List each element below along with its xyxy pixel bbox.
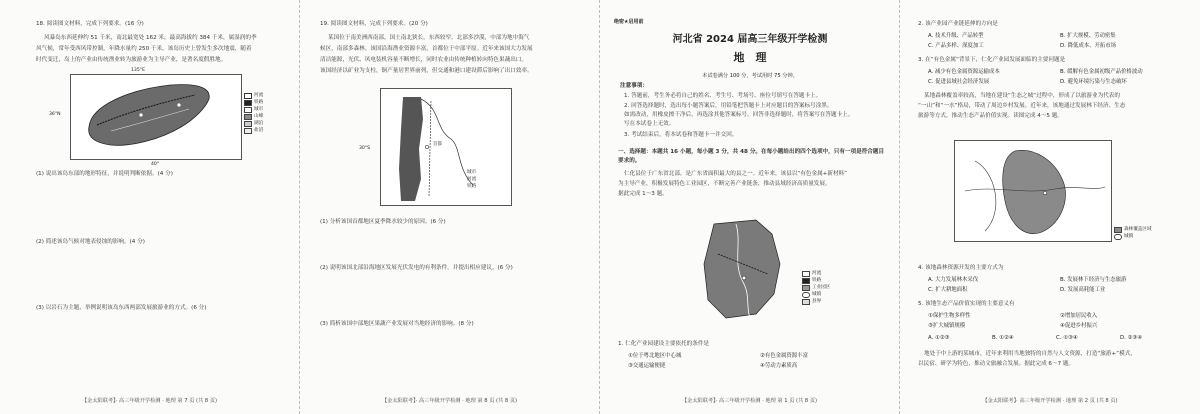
option: D. 降低成本、开拓市场 [1060, 43, 1117, 49]
question-2: 2. 该产业园产业链延伸的方向是 [918, 21, 998, 27]
county-map-svg [696, 214, 796, 324]
question-3: 3. 在“有色金属”背景下，仁化产业园发展面临的主要问题是 [918, 57, 1066, 63]
legend-label: 城市 [467, 170, 477, 175]
material-line: 风暴岛东西延伸约 51 千米，南北最宽处 162 米，最高海拔约 384 千米，属湿润的季 [44, 35, 257, 41]
map-legend [1114, 226, 1152, 240]
option: C. 促进县域社会经济发展 [928, 79, 990, 85]
page-footer: 【金太阳联考】· 高三年级开学检测 · 地理 第 8 页 (共 8 页) [381, 398, 518, 405]
material-line: 为主导产业，积极发展特色工业园区，不断完善产业链条，推动县域经济高质量发展。 [618, 181, 831, 187]
capital-label: 首都 [433, 142, 442, 147]
question-19-1: (1) 分析该国首都地区夏季降水较少的原因。(6 分) [320, 219, 446, 225]
exam-title: 河北省 2024 届高三年级开学检测 [672, 34, 828, 45]
material-line: 候区，南部多森林。该国沿海渔业资源丰富，首都位于中部平原。近年来该国大力发展 [320, 46, 533, 52]
material-line: 地处于中上游的某城市，近年来利用当地独特的自然与人文资源，打造“旅游+”模式， [924, 351, 1136, 357]
material-line: 据此完成 1～3 题。 [618, 191, 668, 197]
page-1 [600, 0, 900, 414]
island-map-svg [71, 75, 241, 159]
material-line: 风气候，常年受西风带控制，年降水量约 250 千米。该岛历史上曾发生多次地震，随着 [36, 46, 252, 52]
material-line: 某国位于南美洲西南部，国土南北狭长，东西较窄。北部多沙漠，中部为地中海气 [328, 35, 530, 41]
page-2 [900, 0, 1200, 414]
coastal-region [399, 97, 423, 201]
city-marker [139, 113, 142, 116]
material-line: 该国经济以矿业为支柱，铜产量居世界前列，但交通和港口建设滞后影响了出口效率。 [320, 68, 533, 74]
legend-label: 铁路 [254, 100, 264, 105]
question-18-1: (1) 说出该岛东部的地形特征，并说明判断依据。(4 分) [36, 171, 173, 177]
town-marker [742, 276, 746, 280]
county-area [704, 220, 780, 318]
option: ②增加居民收入 [1060, 313, 1098, 319]
option: B. ①②④ [992, 335, 1014, 341]
legend-label: 城市 [254, 107, 264, 112]
option: C. ①③④ [1056, 335, 1078, 341]
option: A. ①②③ [928, 335, 950, 341]
legend-label: 城镇 [812, 292, 822, 297]
section-heading: 一、选择题：本题共 16 小题，每小题 3 分，共 48 分。在每小题给出的四个选项中，只有一项是符合题目要求的。 [618, 149, 885, 164]
country-map [359, 88, 512, 206]
river-line [421, 99, 473, 185]
notice-line: 1. 答题前，考生务必将自己的姓名、考生号、考场号、座位号填写在答题卡上。 [624, 93, 822, 99]
legend-label: 山峰 [254, 114, 264, 119]
option: ③交通运输便捷 [628, 363, 666, 369]
legend-label: 县界 [812, 299, 822, 304]
legend-label: 湖泊 [254, 121, 264, 126]
option: B. 发展林下经济与生态旅游 [1060, 277, 1127, 283]
legend-label: 铁路 [812, 278, 822, 283]
legend-label: 河流 [467, 177, 477, 182]
subject-title: 地 理 [733, 51, 767, 64]
option: ②有色金属资源丰富 [760, 353, 808, 359]
legend-label: 工业园区 [812, 285, 831, 290]
bottom-label: 40° [151, 162, 160, 167]
confidential-label: 绝密★启用前 [614, 19, 644, 25]
question-1: 1. 仁化产业园建设主要依托的条件是 [618, 341, 710, 347]
page-8 [300, 0, 600, 414]
notice-line: 如需改动，用橡皮擦干净后，再选涂其他答案标号。回答非选择题时，将答案写在答题卡上。 [624, 112, 854, 118]
option: A. 减少有色金属资源运输成本 [928, 69, 1000, 75]
railway-line [429, 101, 431, 197]
country-map-svg [381, 89, 511, 205]
question-19-intro: 19. 阅读图文材料，完成下列要求。(20 分) [320, 21, 428, 27]
legend-label: 铁路 [467, 184, 477, 189]
legend-label: 森林覆盖区域 [1124, 227, 1152, 232]
option: B. 缓解有色金属初级产品价格波动 [1060, 69, 1143, 75]
option: A. 技术升级、产品转型 [928, 33, 984, 39]
material-line: 时代变迁，岛上的产业由传统渔业转为旅游业为主导产业，是著名度假胜地。 [36, 57, 227, 63]
longitude-label: 135°E [131, 68, 145, 73]
capital-marker [425, 145, 429, 149]
option: ①位于粤北地区中心城 [628, 353, 682, 359]
question-19-2: (2) 说明该国北部沿海地区发展光伏发电的有利条件，并提出相应建议。(6 分) [320, 265, 513, 271]
option: ①保护生物多样性 [928, 313, 971, 319]
river-line [975, 161, 996, 231]
latitude-label: 30°S [359, 146, 371, 151]
option: D. ②③④ [1120, 335, 1143, 341]
notice-title: 注意事项： [620, 83, 648, 89]
notice-line: 3. 考试结束后，将本试卷和答题卡一并交回。 [624, 132, 738, 138]
island-map [49, 68, 242, 167]
option: A. 大力发展林木采伐 [928, 277, 979, 283]
map-legend [244, 92, 263, 134]
option: ③扩大城镇规模 [928, 323, 966, 329]
material-line: “一山”和“一水”格局，带动了周边乡村发展。近年来，该地通过发展林下经济、生态 [918, 103, 1126, 109]
exam-meta: 本试卷满分 100 分，考试用时 75 分钟。 [702, 73, 798, 79]
option: ④劳动力素质高 [760, 363, 798, 369]
map-legend [802, 270, 830, 305]
material-line: 以民宿、研学为特色，推动文旅融合发展。据此完成 6～7 题。 [918, 361, 1075, 367]
notice-line: 2. 回答选择题时，选出每小题答案后，用铅笔把答题卡上对应题目的答案标号涂黑。 [624, 103, 833, 109]
city-marker [177, 103, 180, 106]
option: D. 发展高耗能工业 [1060, 287, 1106, 293]
page-footer: 【金太阳联考】· 高三年级开学检测 · 地理 第 7 页 (共 8 页) [81, 398, 218, 405]
option: C. 产品多样、深度加工 [928, 43, 984, 49]
material-line: 旅游等方式，推动生态产品价值实现。读图完成 4～5 题。 [918, 113, 1063, 119]
legend-label: 盐沼 [254, 128, 264, 133]
forest-map-svg [955, 141, 1111, 241]
town-marker [1043, 191, 1047, 195]
material-line: 仁化县位于广东省北部，是广东省面积最大的县之一。近年来，该县以“有色金属+新材料” [624, 171, 848, 177]
notice-line: 写在本试卷上无效。 [624, 121, 675, 127]
latitude-label: 36°N [49, 112, 61, 117]
county-map [696, 214, 796, 324]
option: B. 扩大规模、劳动密集 [1060, 33, 1116, 39]
question-19-3: (3) 简析该国中部地区果蔬产业发展对当地经济的影响。(8 分) [320, 321, 474, 327]
question-5: 5. 该地生态产品价值实现的主要意义有 [918, 301, 1015, 307]
question-18-3: (3) 以岩石为主题，举例说明该岛东西两部发展旅游业的方式。(6 分) [36, 305, 207, 311]
material-line: 清洁能源，光伏、风电装机容量不断增长，同时农业由传统种植转向特色果蔬出口。 [320, 57, 527, 63]
option: D. 避免环境污染与生态破坏 [1060, 79, 1127, 85]
forest-map [954, 140, 1112, 242]
material-line: 某地森林覆盖率较高，当地在建设“生态之城”过程中，形成了以旅游业为代表的 [924, 93, 1120, 99]
legend-label: 河流 [812, 271, 822, 276]
question-18-2: (2) 简述该岛气候对地表侵蚀的影响。(4 分) [36, 239, 145, 245]
page-footer: 【金太阳联考】· 高三年级开学检测 · 地理 第 1 页 (共 8 页) [681, 398, 818, 405]
island-shape [89, 85, 210, 146]
option: C. 扩大耕地面积 [928, 287, 968, 293]
option: ④促进乡村振兴 [1060, 323, 1098, 329]
legend-label: 城镇 [1124, 234, 1134, 239]
question-4: 4. 该地森林资源开发的主要方式为 [918, 265, 1004, 271]
forest-area [1003, 150, 1066, 233]
legend-label: 河流 [254, 93, 264, 98]
page-footer: 【金太阳联考】· 高三年级开学检测 · 地理 第 2 页 (共 8 页) [982, 398, 1118, 405]
page-7 [0, 0, 300, 414]
map-legend [467, 169, 476, 190]
question-18-intro: 18. 阅读图文材料，完成下列要求。(16 分) [36, 21, 144, 27]
